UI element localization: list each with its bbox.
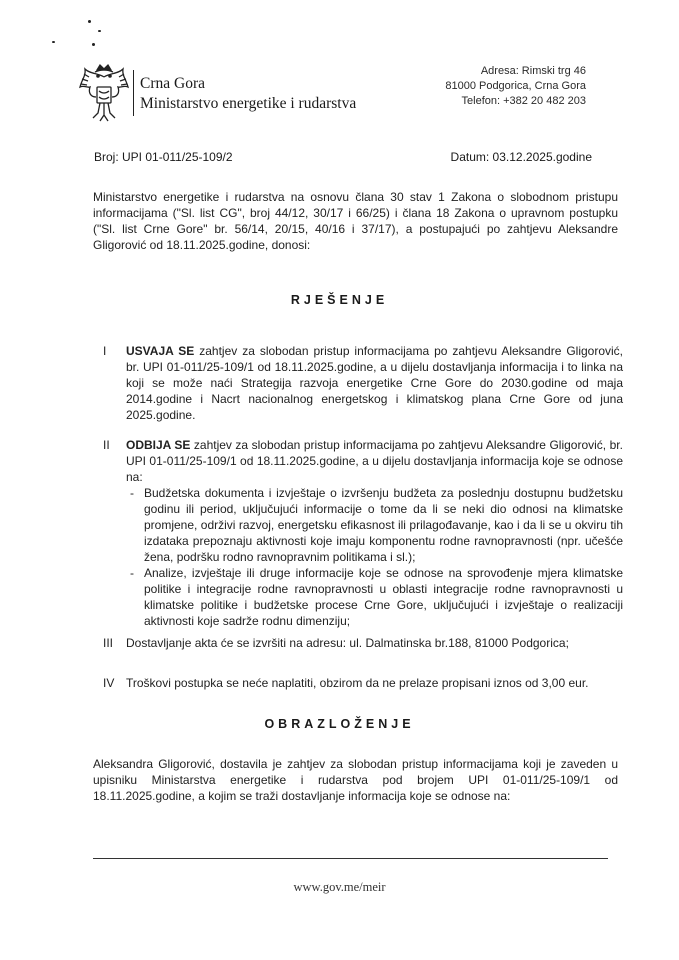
- item-number: III: [103, 636, 114, 650]
- item-lead: USVAJA SE: [126, 344, 195, 358]
- item-number: I: [103, 344, 107, 358]
- item-text: Troškovi postupka se neće naplatiti, obzirom da ne prelaze propisani iznos od 3,00 eur.: [126, 676, 589, 690]
- country-name: Crna Gora: [140, 75, 205, 92]
- item-number: IV: [103, 676, 115, 690]
- intro-text: Ministarstvo energetike i rudarstva na osnovu člana 30 stav 1 Zakona o slobodnom pristupu informacijama ("Sl. list CG", broj 44/12, 30/17 i 66/25) i člana 18 Zakona o upravnom postupku ("Sl. list Crne Gore" br. 56/14, 20/15, 40/16 i 37/17), a postupajući po zahtjevu Aleksandre Gligorović od 18.11.2025.godine, donosi:: [93, 190, 618, 252]
- decision-item-3: [93, 635, 623, 651]
- ministry-title: Ministarstvo energetike i rudarstva: [140, 95, 357, 112]
- sub-item-2: - Analize, izvještaje ili druge informacije koje se odnose na sprovođenje mjera klimatske politike i integracije rodne ravnopravnosti u oblasti integracije rodne ravnopravnosti u klimatske politike i budžetske procese Crne Gore, uključujući i izvještaje o realizaciji aktivnosti koje sadrže rodnu dimenziju;: [130, 566, 623, 628]
- address-city: 81000 Podgorica, Crna Gora: [445, 80, 586, 92]
- item-number: II: [103, 438, 110, 452]
- decision-item-1: [93, 343, 623, 423]
- address-street: Adresa: Rimski trg 46: [480, 65, 586, 77]
- item-text: zahtjev za slobodan pristup informacijama po zahtjevu Aleksandre Gligorović, br. UPI 01-011/25-109/1 od 18.11.2025.godine, a u dijelu dostavljanja informacija i to linka na koji se može naći Strategija razvoja energetike Crne Gore do 2030.godine od maja 2014.godine i Nacrt nacionalnog energetskog i klimatskog plana Crne Gore od juna 2025.godine.: [126, 344, 623, 422]
- item-text: zahtjev za slobodan pristup informacijama po zahtjevu Aleksandre Gligorović, br. UPI 01-011/25-109/1 od 18.11.2025.godine, a u dijelu dostavljanja informacija koje se odnose na:: [126, 438, 623, 484]
- item-lead: ODBIJA SE: [126, 438, 191, 452]
- address-block: [445, 64, 586, 109]
- document-number: Broj: UPI 01-011/25-109/2: [94, 150, 233, 164]
- resenje-heading: RJEŠENJE: [290, 293, 389, 307]
- intro-paragraph: [93, 189, 618, 253]
- document-date: Datum: 03.12.2025.godine: [450, 150, 592, 164]
- decision-item-4: [93, 675, 623, 691]
- sub-item-text: Analize, izvještaje ili druge informacije koje se odnose na sprovođenje mjera klimatske politike i integracije rodne ravnopravnosti u oblasti integracije rodne ravnopravnosti u klimatske politike i budžetske procese Crne Gore, uključujući i izvještaje o realizaciji aktivnosti koje sadrže rodnu dimenziju;: [144, 566, 623, 628]
- sub-item-text: Budžetska dokumenta i izvještaje o izvršenju budžeta za poslednju dostupnu budžetsku godinu ili period, uključujući informacije o tome da li se neki dio odnosi na klimatske promjene, održivi razvoj, energetsku efikasnost ili prilagođavanje, kao i da li se u okviru tih izdataka prepoznaju aktivnosti koje imaju komponentu rodne ravnopravnosti (npr. učešće žena, podršku rodno ravnopravnim politikama i sl.);: [144, 486, 623, 564]
- coat-of-arms-icon: [78, 63, 130, 123]
- footer-divider: [93, 858, 608, 859]
- obrazlozenje-heading: OBRAZLOŽENJE: [264, 717, 415, 731]
- explanation-text: Aleksandra Gligorović, dostavila je zahtjev za slobodan pristup informacijama koji je zaveden u upisniku Ministarstva energetike i rudarstva pod brojem UPI 01-011/25-109/1 od 18.11.2025.godine, a kojim se traži dostavljanje informacija koje se odnose na:: [93, 757, 618, 803]
- sub-item-1: - Budžetska dokumenta i izvještaje o izvršenju budžeta za poslednju dostupnu budžetsku godinu ili period, uključujući informacije o tome da li se neki dio odnosi na klimatske promjene, održivi razvoj, energetsku efikasnost ili prilagođavanje, kao i da li se u okviru tih izdataka prepoznaju aktivnosti koje imaju komponentu rodne ravnopravnosti (npr. učešće žena, podršku rodno ravnopravnim politikama i sl.);: [130, 486, 623, 564]
- explanation-paragraph: [93, 756, 618, 804]
- item-text: Dostavljanje akta će se izvršiti na adresu: ul. Dalmatinska br.188, 81000 Podgorica;: [126, 636, 569, 650]
- ministry-name: [140, 74, 356, 114]
- header-divider: [133, 70, 134, 116]
- footer-url[interactable]: www.gov.me/meir: [293, 880, 386, 894]
- address-phone: Telefon: +382 20 482 203: [461, 95, 586, 107]
- decision-item-2: [93, 437, 623, 629]
